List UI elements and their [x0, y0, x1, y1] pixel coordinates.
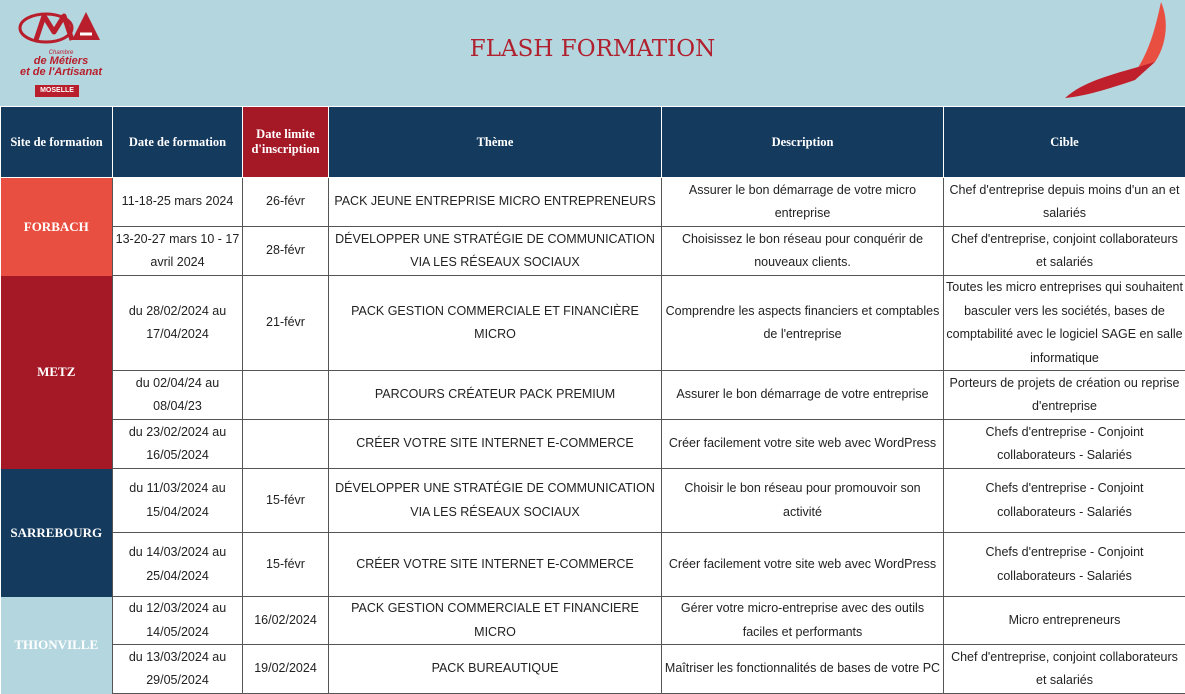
header-limit: Date limite d'inscription	[243, 107, 329, 178]
cell-theme: PARCOURS CRÉATEUR PACK PREMIUM	[329, 371, 662, 420]
cell-limit: 16/02/2024	[243, 597, 329, 645]
cell-date: du 02/04/24 au 08/04/23	[113, 371, 243, 420]
logo-line3: et de l'Artisanat	[18, 67, 104, 78]
cell-theme: DÉVELOPPER UNE STRATÉGIE DE COMMUNICATION VIA LES RÉSEAUX SOCIAUX	[329, 227, 662, 276]
table-row	[1, 420, 1185, 469]
site-sarrebourg: SARREBOURG	[1, 469, 113, 597]
table-row	[1, 276, 1185, 371]
cell-cible: Chefs d'entreprise - Conjoint collaborateurs - Salariés	[944, 469, 1185, 533]
cell-theme: PACK GESTION COMMERCIALE ET FINANCIERE MICRO	[329, 597, 662, 645]
table-row	[1, 371, 1185, 420]
cell-date: du 14/03/2024 au 25/04/2024	[113, 533, 243, 597]
cell-date: du 13/03/2024 au 29/05/2024	[113, 645, 243, 694]
cell-description: Gérer votre micro-entreprise avec des outils faciles et performants	[662, 597, 944, 645]
table-row	[1, 533, 1185, 597]
cell-theme: PACK BUREAUTIQUE	[329, 645, 662, 694]
cell-limit: 15-févr	[243, 469, 329, 533]
cell-cible: Porteurs de projets de création ou reprise d'entreprise	[944, 371, 1185, 420]
cell-limit	[243, 371, 329, 420]
cell-description: Choisissez le bon réseau pour conquérir de nouveaux clients.	[662, 227, 944, 276]
logo-badge: MOSELLE	[35, 85, 79, 97]
table-row	[1, 597, 1185, 645]
table-row	[1, 227, 1185, 276]
training-table	[0, 106, 1185, 694]
cell-limit: 26-févr	[243, 178, 329, 227]
header-theme: Thème	[329, 107, 662, 178]
cell-cible: Chefs d'entreprise - Conjoint collaborateurs - Salariés	[944, 533, 1185, 597]
page-title: FLASH FORMATION	[0, 36, 1185, 62]
cell-cible: Chef d'entreprise, conjoint collaborateurs et salariés	[944, 227, 1185, 276]
cell-cible: Chefs d'entreprise - Conjoint collaborateurs - Salariés	[944, 420, 1185, 469]
header-description: Description	[662, 107, 944, 178]
table-row	[1, 645, 1185, 694]
header-site: Site de formation	[1, 107, 113, 178]
cell-description: Créer facilement votre site web avec WordPress	[662, 420, 944, 469]
cell-date: 11-18-25 mars 2024	[113, 178, 243, 227]
table-header-row	[1, 107, 1185, 178]
cell-cible: Chef d'entreprise, conjoint collaborateurs et salariés	[944, 645, 1185, 694]
site-metz: METZ	[1, 276, 113, 469]
cell-date: du 12/03/2024 au 14/05/2024	[113, 597, 243, 645]
header-date: Date de formation	[113, 107, 243, 178]
logo-line1: Chambre	[18, 50, 104, 56]
cell-theme: DÉVELOPPER UNE STRATÉGIE DE COMMUNICATION VIA LES RÉSEAUX SOCIAUX	[329, 469, 662, 533]
cell-theme: PACK JEUNE ENTREPRISE MICRO ENTREPRENEURS	[329, 178, 662, 227]
table-row	[1, 469, 1185, 533]
cell-cible: Chef d'entreprise depuis moins d'un an et salariés	[944, 178, 1185, 227]
cell-limit: 21-févr	[243, 276, 329, 371]
cell-date: 13-20-27 mars 10 - 17 avril 2024	[113, 227, 243, 276]
cell-theme: CRÉER VOTRE SITE INTERNET E-COMMERCE	[329, 533, 662, 597]
cell-limit: 28-févr	[243, 227, 329, 276]
logo-line2: de Métiers	[18, 56, 104, 67]
cell-limit: 15-févr	[243, 533, 329, 597]
cell-theme: PACK GESTION COMMERCIALE ET FINANCIÈRE MICRO	[329, 276, 662, 371]
cell-date: du 28/02/2024 au 17/04/2024	[113, 276, 243, 371]
cell-limit	[243, 420, 329, 469]
cell-theme: CRÉER VOTRE SITE INTERNET E-COMMERCE	[329, 420, 662, 469]
site-forbach: FORBACH	[1, 178, 113, 276]
cell-cible: Micro entrepreneurs	[944, 597, 1185, 645]
cell-description: Assurer le bon démarrage de votre entreprise	[662, 371, 944, 420]
decorative-ribbon-icon	[1065, 0, 1175, 100]
cell-date: du 11/03/2024 au 15/04/2024	[113, 469, 243, 533]
cell-description: Créer facilement votre site web avec WordPress	[662, 533, 944, 597]
page-header	[0, 0, 1185, 106]
table-row	[1, 178, 1185, 227]
cell-date: du 23/02/2024 au 16/05/2024	[113, 420, 243, 469]
cell-description: Assurer le bon démarrage de votre micro entreprise	[662, 178, 944, 227]
cell-limit: 19/02/2024	[243, 645, 329, 694]
site-thionville: THIONVILLE	[1, 597, 113, 694]
cell-description: Maîtriser les fonctionnalités de bases de votre PC	[662, 645, 944, 694]
cell-cible: Toutes les micro entreprises qui souhaitent basculer vers les sociétés, bases de comptabilité avec le logiciel SAGE en salle informatique	[944, 276, 1185, 371]
cell-description: Choisir le bon réseau pour promouvoir son activité	[662, 469, 944, 533]
cell-description: Comprendre les aspects financiers et comptables de l'entreprise	[662, 276, 944, 371]
header-cible: Cible	[944, 107, 1185, 178]
